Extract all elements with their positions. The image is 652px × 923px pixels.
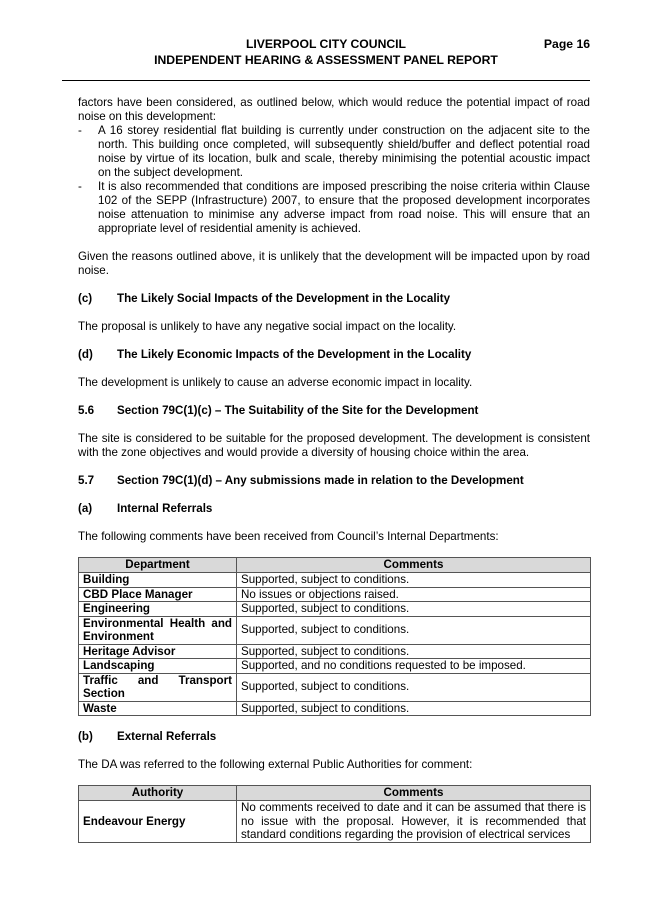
- department-column-header: Department: [79, 558, 237, 573]
- section-c-body: The proposal is unlikely to have any negative social impact on the locality.: [78, 320, 457, 333]
- section-number: 5.6: [78, 404, 95, 417]
- internal-referrals-table: [78, 557, 591, 716]
- section-5-6-body: The site is considered to be suitable for the proposed development. The development is consistent with the zone objectives and would provide a diversity of housing choice within the area.: [78, 432, 590, 459]
- comment-cell: Supported, and no conditions requested to be imposed.: [237, 659, 591, 674]
- comment-cell: Supported, subject to conditions.: [237, 644, 591, 659]
- table-row: [79, 644, 591, 659]
- section-title: The Likely Social Impacts of the Development in the Locality: [117, 292, 451, 305]
- list-item: - It is also recommended that conditions are imposed prescribing the noise criteria within Clause 102 of the SEPP (Infrastructure) 2007, to ensure that the proposed development incorporates noise attenuation to minimise any adverse impact from road noise. This will ensure that an appropriate level of residential amenity is achieved.: [78, 180, 590, 236]
- section-c-heading: [78, 292, 590, 306]
- table-row: [79, 616, 591, 644]
- intro-paragraph: factors have been considered, as outlined below, which would reduce the potential impact of road noise on this development:: [78, 96, 590, 123]
- comments-column-header: Comments: [237, 786, 591, 801]
- section-d-body: The development is unlikely to cause an adverse economic impact in locality.: [78, 376, 473, 389]
- comment-cell: No comments received to date and it can be assumed that there is no issue with the proposal. However, it is recommended that standard conditions regarding the provision of electrical services: [237, 801, 591, 843]
- comment-cell: Supported, subject to conditions.: [237, 701, 591, 716]
- authority-cell: Endeavour Energy: [79, 801, 237, 843]
- section-5-6-heading: [78, 404, 590, 418]
- internal-referrals-intro: The following comments have been received from Council’s Internal Departments:: [78, 530, 499, 543]
- department-cell: Building: [79, 573, 237, 588]
- section-number: 5.7: [78, 474, 95, 487]
- department-cell: Engineering: [79, 602, 237, 617]
- department-cell: Waste: [79, 701, 237, 716]
- comment-cell: Supported, subject to conditions.: [237, 573, 591, 588]
- section-title: Internal Referrals: [117, 502, 213, 515]
- table-row: [79, 602, 591, 617]
- table-row: [79, 587, 591, 602]
- comment-cell: Supported, subject to conditions.: [237, 602, 591, 617]
- table-row: [79, 701, 591, 716]
- mitigation-list: [78, 124, 590, 236]
- section-number: (a): [78, 502, 93, 515]
- table-header-row: [79, 558, 591, 573]
- section-number: (c): [78, 292, 93, 305]
- header-divider: [62, 80, 590, 81]
- authority-column-header: Authority: [79, 786, 237, 801]
- internal-referrals-heading: [78, 502, 590, 516]
- section-5-7-heading: [78, 474, 590, 488]
- report-body: [78, 96, 590, 843]
- external-referrals-heading: [78, 730, 590, 744]
- department-cell: Heritage Advisor: [79, 644, 237, 659]
- section-d-heading: [78, 348, 590, 362]
- table-header-row: [79, 786, 591, 801]
- comment-cell: Supported, subject to conditions.: [237, 673, 591, 701]
- external-referrals-intro: The DA was referred to the following external Public Authorities for comment:: [78, 758, 473, 771]
- page-number: Page 16: [543, 37, 590, 51]
- department-cell: Traffic and Transport Section: [79, 673, 237, 701]
- table-row: [79, 673, 591, 701]
- conclusion-paragraph: Given the reasons outlined above, it is unlikely that the development will be impacted upon by road noise.: [78, 250, 590, 277]
- table-row: [79, 801, 591, 843]
- section-title: Section 79C(1)(d) – Any submissions made in relation to the Development: [117, 474, 524, 487]
- list-item: - A 16 storey residential flat building is currently under construction on the adjacent site to the north. This building once completed, will subsequently shield/buffer and deflect potential road noise by virtue of its location, bulk and scale, thereby minimising the potential acoustic impact on the subject development.: [78, 124, 590, 180]
- comments-column-header: Comments: [237, 558, 591, 573]
- comment-cell: Supported, subject to conditions.: [237, 616, 591, 644]
- table-row: [79, 659, 591, 674]
- page-header: [62, 36, 590, 68]
- department-cell: CBD Place Manager: [79, 587, 237, 602]
- comment-cell: No issues or objections raised.: [237, 587, 591, 602]
- section-number: (b): [78, 730, 93, 743]
- section-number: (d): [78, 348, 93, 361]
- report-title: INDEPENDENT HEARING & ASSESSMENT PANEL REPORT: [154, 53, 498, 67]
- table-row: [79, 573, 591, 588]
- council-name: LIVERPOOL CITY COUNCIL: [245, 37, 407, 51]
- external-referrals-table: [78, 785, 591, 843]
- department-cell: Environmental Health and Environment: [79, 616, 237, 644]
- section-title: Section 79C(1)(c) – The Suitability of the Site for the Development: [117, 404, 479, 417]
- department-cell: Landscaping: [79, 659, 237, 674]
- section-title: External Referrals: [117, 730, 217, 743]
- section-title: The Likely Economic Impacts of the Development in the Locality: [117, 348, 472, 361]
